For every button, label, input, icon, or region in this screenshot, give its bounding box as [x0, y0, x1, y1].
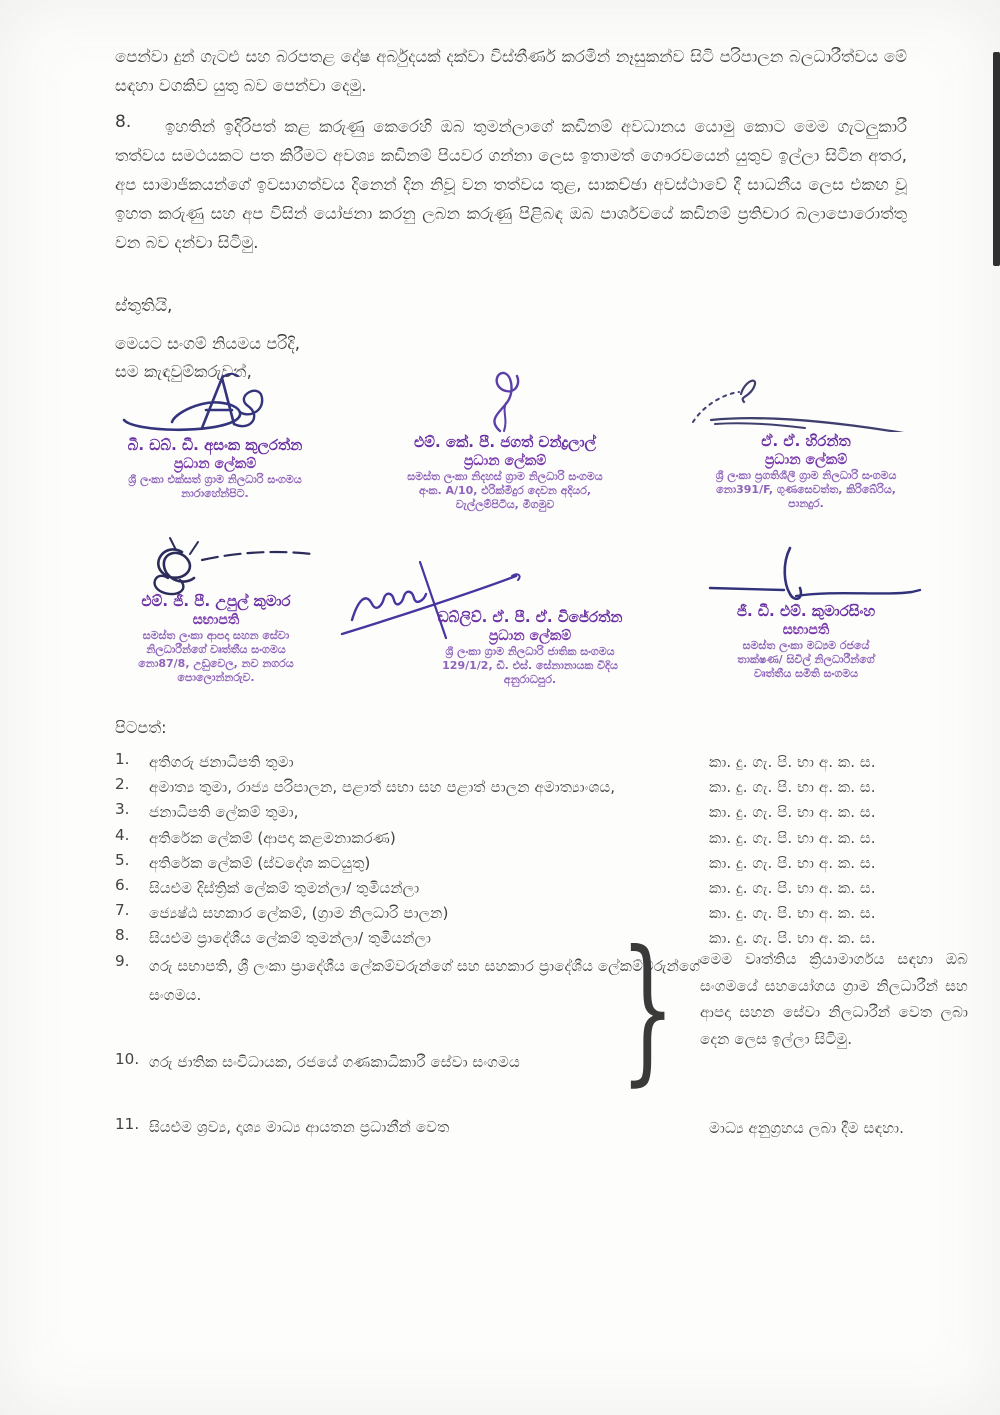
signatory-title: සභාපති [782, 622, 830, 638]
copy-item-11 [115, 1115, 947, 1140]
copy-item-10 [115, 1050, 947, 1075]
signatory-name: එම්. ජී. පී. උපුල් කුමාර [141, 592, 291, 610]
copy-item-7 [115, 901, 947, 926]
copy-item-text: ගරු සභාපති, ශ්‍රී ලංකා ප්‍රාදේශීය ලේකම්වරුන්ගේ සහ සහකාර ප්‍රාදේශීය ලේකම්වරුන්ගේ සංගමය. [149, 956, 701, 1004]
copies-heading: පිටපත්: [115, 718, 167, 737]
signatory-org-line: ශ්‍රී ලංකා ග්‍රාම නිලධාරි ජාතික සංගමය [445, 645, 615, 658]
copy-item-number: 2. [115, 775, 130, 794]
copy-item-route-code: කා. දු. ගැ. පි. භා අ. ක. ස. [709, 778, 876, 797]
copy-item-3 [115, 800, 947, 825]
signatory-name: එම්. කේ. පී. ජගත් චන්ද්‍රලාල් [414, 433, 596, 451]
signatory-org-line: නිලධාරීන්ගේ වෘත්තීය සංගමය [146, 643, 286, 656]
signatory-title: සභාපති [192, 612, 240, 628]
closing-thanks: ස්තුතියි, [115, 296, 173, 316]
signatory-org-line: තාක්ෂණ/ සිවිල් නිලධාරීන්ගේ [737, 653, 875, 666]
signatory-org-line: වැල්ලම්පිටිය, මීගමුව [455, 498, 555, 511]
signatory-org-line: 129/1/2, ඩී. එස්. සේනානායක වීදිය [442, 659, 618, 672]
signatory-org-line: නාරාහේන්පිට. [181, 487, 249, 500]
signatory-title: ප්‍රධාන ලේකම් [173, 456, 257, 472]
signatory-org-line: අනුරාධපුර. [503, 673, 557, 686]
copy-item-text: ජ්‍යෙෂ්ඨ සහකාර ලේකම්, (ග්‍රාම නිලධාරි පාලන) [149, 904, 449, 923]
copy-item-number: 10. [115, 1049, 140, 1068]
copies-list [115, 750, 947, 1140]
brace-note-text: මෙම වෘත්තිය ක්‍රියාමාර්ගය සඳහා ඔබ සංගමයේ සහයෝගය ග්‍රාම නිලධාරීන් සහ ආපදා සහන සේවා නිලධාරීන් වෙත ලබා දෙන ලෙස ඉල්ලා සිටිමු. [700, 950, 968, 1048]
copy-item-route-code: කා. දු. ගැ. පි. භා අ. ක. ස. [709, 904, 876, 923]
closing-per-rule: මෙයට සංගම් නියමය පරිදි, [115, 334, 300, 353]
copy-item-route-code: කා. දු. ගැ. පි. භා අ. ක. ස. [709, 878, 876, 897]
copy-item-5 [115, 851, 947, 876]
copy-item-text: සියළුම ප්‍රාදේශීය ලේකම් තුමන්ලා/ තුමියන්ලා [149, 929, 432, 948]
signature-2-image [460, 363, 550, 433]
signatory-name: ඩබ්ලිව්. ඒ. පී. ඒ. විජේරත්න [437, 608, 623, 626]
copy-item-number: 8. [115, 926, 130, 945]
signatory-org-line: පානදුර. [788, 497, 824, 510]
grouping-brace: } [620, 917, 676, 1101]
signature-6-image [686, 546, 926, 602]
signatory-block-3 [660, 372, 952, 511]
signatory-block-1 [80, 372, 350, 501]
copy-item-route-code: කා. දු. ගැ. පි. භා අ. ක. ස. [709, 803, 876, 822]
signatory-block-5 [352, 550, 648, 687]
paragraph-8-text: ඉහතින් ඉදිරිපත් කළ කරුණු කෙරෙහි ඔබ තුමන්ලාගේ කඩිනම් අවධානය යොමු කොට මෙම ගැටලුකාරී තත්වය සමථයකට පත කිරීමට අවශ්‍ය කඩිනම් පියවර ගන්නා ලෙස ඉතාමත් ගෞරවයෙන් යුතුව ඉල්ලා සිටින අතර, අප සාමාජිකයන්ගේ ඉවසාගත්වය දිනෙන් දින නිවූ වන තත්වය තුළ, සාකච්ඡා අවස්ථාවේ දී සාධනීය ලෙස එකඟ වූ ඉහත කරුණු සහ අප විසින් යෝජනා කරනු ලබන කරුණු පිළිබඳ ඔබ පාර්ශවයේ කඩිනම් ප්‍රතිචාර බලාපොරොත්තු වන බව දන්වා සිටිමු. [115, 117, 907, 252]
signatory-org-line: අංක. A/10, එරික්මිදුර දෙවන අදියර, [418, 484, 592, 497]
copy-item-number: 7. [115, 901, 130, 920]
signatory-org-line: නො391/F, ගුණසෙවත්ත, කිරිබේරිය, [716, 483, 896, 496]
copy-item-text: අතිරේක ලේකම් (ආපදා කළමනාකරණ) [149, 828, 396, 847]
copy-item-route-code: කා. දු. ගැ. පි. භා අ. ක. ස. [709, 853, 876, 872]
copy-item-1 [115, 750, 947, 775]
copy-item-number: 11. [115, 1114, 140, 1133]
copy-item-number: 4. [115, 825, 130, 844]
signatory-title: ප්‍රධාන ලේකම් [764, 452, 848, 468]
signatory-block-6 [660, 546, 952, 681]
signatory-title: ප්‍රධාන ලේකම් [463, 453, 547, 469]
signatory-org-line: ශ්‍රී ලංකා එක්සත් ග්‍රාම නිලධාරි සංගමය [128, 473, 302, 486]
signatory-name: බී. ඩබ්. ඩී. අසංක කුලරත්න [127, 436, 303, 454]
copy-item-text: සියළුම ශ්‍රව්‍ය, දෘශ්‍ය මාධ්‍ය ආයතන ප්‍රධානීන් වෙත [149, 1117, 450, 1136]
signature-1-image [110, 372, 320, 436]
signatory-block-2 [370, 363, 640, 512]
copy-item-media-note: මාධ්‍ය අනුග්‍රහය ලබා දීම සඳහා. [709, 1118, 904, 1137]
signatory-title: ප්‍රධාන ලේකම් [488, 628, 572, 644]
signatory-org-line: වෘත්තීය සමිති සංගමය [753, 667, 859, 680]
signatory-org-line: සමස්ත ලංකා නිදහස් ග්‍රාම නිලධාරි සංගමය [407, 470, 603, 483]
copy-item-4 [115, 826, 947, 851]
copy-item-text: අමාත්‍ය තුමා, රාජ්‍ය පරිපාලන, පළාත් සභා සහ පළාත් පාලන අමාත්‍යාංශය, [149, 778, 616, 797]
signature-3-image [681, 372, 931, 432]
signatory-org-line: පොලොන්නරුව. [177, 671, 255, 684]
copy-item-2 [115, 775, 947, 800]
copy-item-number: 5. [115, 850, 130, 869]
signatory-org-line: නො87/8, උඩුවෙල, නව නගරය [138, 657, 294, 670]
copy-item-route-code: කා. දු. ගැ. පි. භා අ. ක. ස. [709, 929, 876, 948]
closing-co-conveners: සම කැඳවුම්කරුවන්, [115, 362, 252, 381]
signatory-org-line: සමස්ත ලංකා ආපදා සහන සේවා [142, 629, 290, 642]
signatory-block-4 [78, 536, 354, 685]
signatory-name: ඒ. ඒ. හිරන්ත [761, 432, 851, 450]
paragraph-8 [115, 112, 907, 257]
copy-item-6 [115, 876, 947, 901]
copy-item-text: ගරු ජාතික සංවිධායක, රජයේ ගණකාධිකාරී සේවා සංගමය [149, 1052, 520, 1071]
signatory-name: ජී. ඩී. එම්. කුමාරසිංහ [736, 602, 876, 620]
copy-item-number: 9. [115, 951, 130, 970]
copy-item-text: අතිරේක ලේකම් (ස්වදේශ කටයුතු) [149, 853, 371, 872]
copy-item-text: සියළුම දිස්ත්‍රික් ලේකම් තුමන්ලා/ තුමියන්ලා [149, 878, 420, 897]
paragraph-intro: පෙන්වා දුන් ගැටළු සහ බරපතළ දෝෂ අර්බුදයක් දක්වා විස්තීර්ණ කරමින් නෑසුකන්ව සිටි පරිපාලන බලධාරීත්වය මේ සඳහා වගකිව යුතු බව පෙන්වා දෙමු. [115, 47, 907, 95]
paragraph-8-number: 8. [115, 112, 132, 132]
signature-4-image [106, 536, 326, 598]
scan-artifact-strip [993, 52, 1000, 266]
copy-item-number: 6. [115, 875, 130, 894]
signatory-org-line: සමස්ත ලංකා මධ්‍යම රජයේ [742, 639, 870, 652]
copy-item-route-code: කා. දු. ගැ. පි. භා අ. ක. ස. [709, 828, 876, 847]
signatory-org-line: ශ්‍රී ලංකා ප්‍රගතිශීලී ග්‍රාම නිලධාරි සංගමය [715, 469, 897, 482]
copy-item-route-code: කා. දු. ගැ. පි. භා අ. ක. ස. [709, 753, 876, 771]
copy-item-number: 1. [115, 750, 130, 768]
copy-item-text: ජනාධිපති ලේකම් තුමා, [149, 803, 299, 822]
copy-item-number: 3. [115, 800, 130, 819]
copy-item-text: අතිගරු ජනාධිපති තුමා [149, 753, 294, 771]
